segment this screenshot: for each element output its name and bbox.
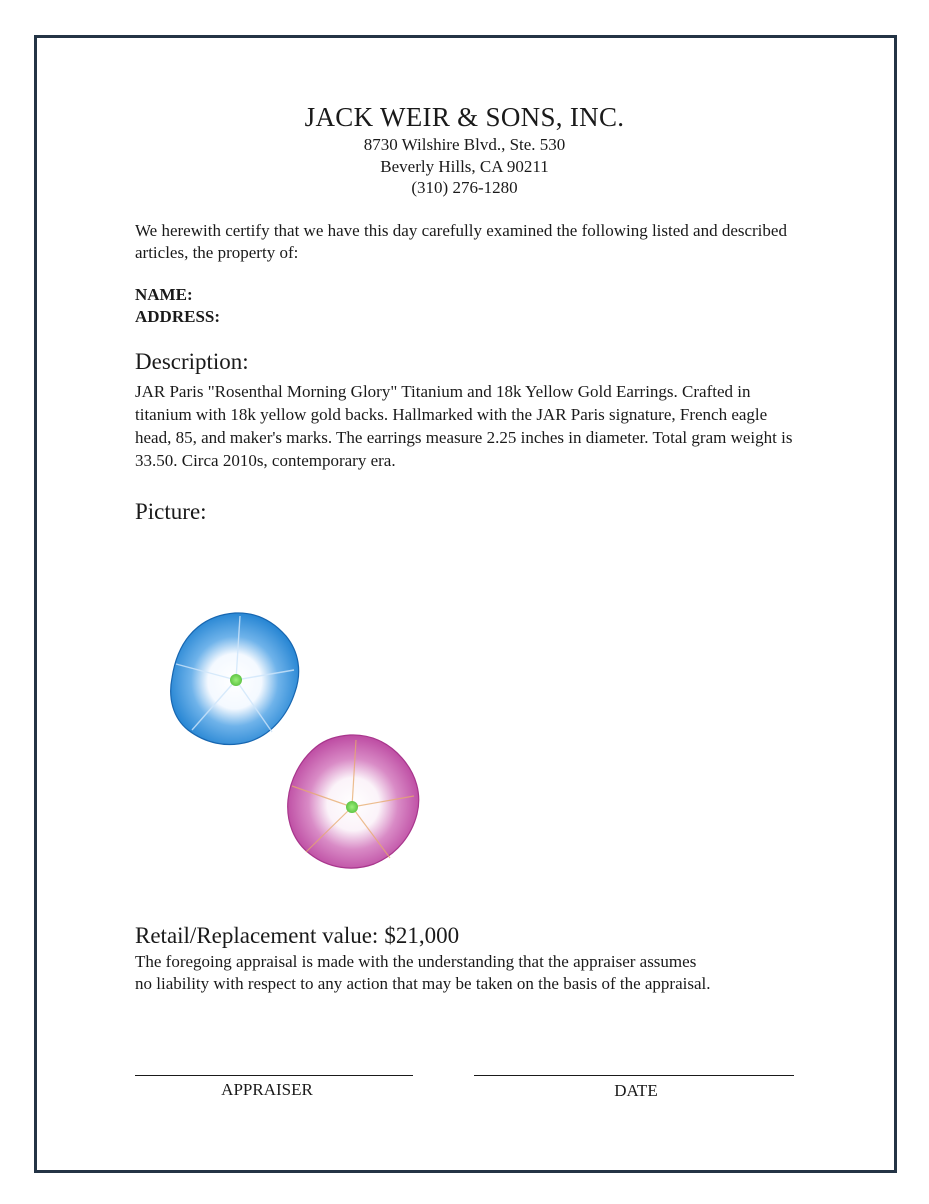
appraisal-disclaimer <box>135 951 815 995</box>
company-name: JACK WEIR & SONS, INC. <box>304 102 625 132</box>
description-text: JAR Paris "Rosenthal Morning Glory" Titanium and 18k Yellow Gold Earrings. Crafted in titanium with 18k yellow gold backs. Hallmarked with the JAR Paris signature, French eagle head, 85, and maker's marks. The earrings measure 2.25 inches in diameter. Total gram weight is 33.50. Circa 2010s, contemporary era. <box>135 382 793 470</box>
appraiser-signature-line <box>135 1075 413 1076</box>
company-address-line2: Beverly Hills, CA 90211 <box>380 156 549 176</box>
retail-value-label: Retail/Replacement value: <box>135 923 379 948</box>
company-phone: (310) 276-1280 <box>411 178 518 197</box>
blue-morning-glory-earring <box>171 613 299 745</box>
owner-fields <box>135 284 815 328</box>
address-field-label: ADDRESS: <box>135 307 221 326</box>
earrings-picture <box>160 600 440 880</box>
disclaimer-line-1: The foregoing appraisal is made with the understanding that the appraiser assumes <box>135 952 697 971</box>
certification-text: We herewith certify that we have this day carefully examined the following listed and described articles, the property of: <box>135 221 787 262</box>
name-field-label: NAME: <box>135 285 193 304</box>
pink-morning-glory-earring <box>288 735 419 868</box>
retail-value-amount: $21,000 <box>384 923 460 948</box>
appraiser-label: APPRAISER <box>221 1080 313 1099</box>
picture-heading: Picture: <box>135 499 207 524</box>
description-heading: Description: <box>135 349 249 374</box>
date-label: DATE <box>614 1081 658 1100</box>
date-signature-line <box>474 1075 794 1076</box>
company-address-line1: 8730 Wilshire Blvd., Ste. 530 <box>363 135 566 154</box>
letterhead <box>0 100 929 199</box>
disclaimer-line-2: no liability with respect to any action that may be taken on the basis of the appraisal. <box>135 974 711 993</box>
retail-value-line <box>135 922 815 950</box>
earrings-image <box>160 600 440 880</box>
